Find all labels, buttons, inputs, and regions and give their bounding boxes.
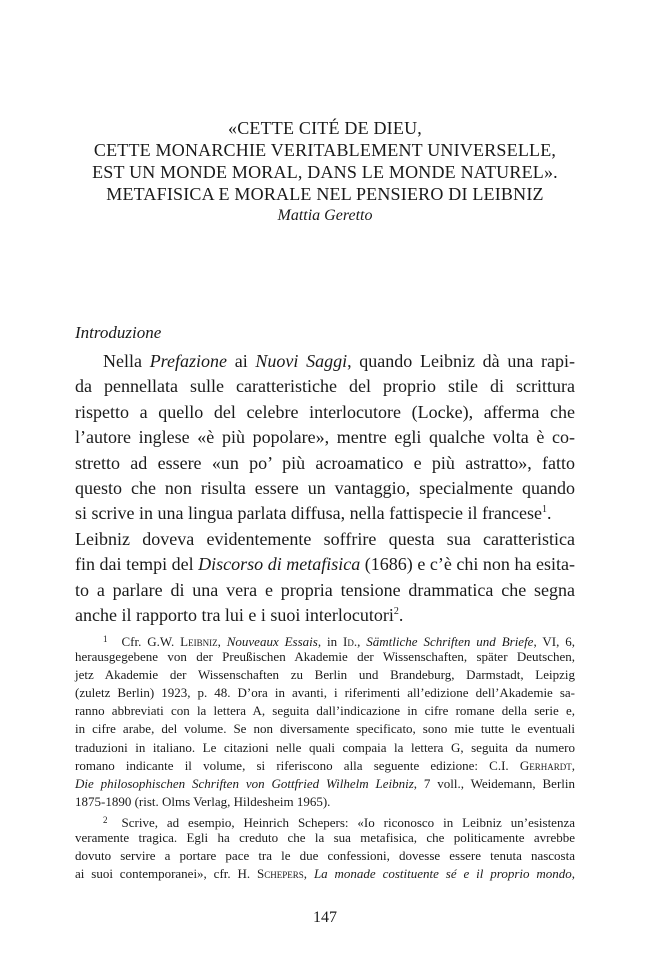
footnote-number: 2 bbox=[103, 814, 108, 825]
page-number: 147 bbox=[313, 909, 337, 926]
footnote-line: dovuto servire a portare pace tra le due confessioni, dovesse essere tenuta nascosta bbox=[75, 848, 575, 864]
footnote-line: ai suoi contemporanei», cfr. H. Schepers, La monade costituente sé e il proprio mondo, bbox=[75, 866, 576, 882]
body-line: rispetto a quello del celebre interlocutore (Locke), afferma che bbox=[75, 401, 575, 422]
work-title: Prefazione bbox=[149, 351, 228, 371]
body-line: da pennellata sulle caratteristiche del proprio stile di scrittura bbox=[75, 376, 575, 397]
body-line: Leibniz doveva evidentemente soffrire questa sua caratteristica bbox=[75, 528, 575, 549]
title-line-3: EST UN MONDE MORAL, DANS LE MONDE NATUREL». bbox=[92, 162, 558, 182]
body-line: to a parlare di una vera e propria tensione drammatica che segna bbox=[75, 579, 575, 600]
footnote-line: veramente tragica. Egli ha creduto che la sua metafisica, che politicamente avrebbe bbox=[75, 830, 575, 846]
footnote-line: $^2$ Scrive, ad esempio, Heinrich Schepers: «Io riconosco in Leibniz un’esistenza bbox=[103, 814, 575, 830]
footnote-ref[interactable]: 2 bbox=[393, 605, 399, 617]
footnote-line: Die philosophischen Schriften von Gottfried Wilhelm Leibniz, 7 voll., Weidemann, Berlin bbox=[75, 775, 575, 791]
work-title: Nuovi Saggi bbox=[255, 351, 348, 371]
footnote-line: jetz Akademie der Wissenschaften zu Berlin und Brandeburg, Darmstadt, Leipzig bbox=[75, 667, 575, 683]
title-line-2: CETTE MONARCHIE VERITABLEMENT UNIVERSELLE, bbox=[93, 140, 557, 160]
footnote-line: (zuletz Berlin) 1923, p. 48. D’ora in avanti, i riferimenti all’edizione dell’Akademie sa- bbox=[75, 685, 575, 701]
body-line: questo che non risulta essere un vantaggio, specialmente quando bbox=[75, 477, 575, 498]
body-line: l’autore inglese «è più popolare», mentre egli qualche volta è co- bbox=[75, 427, 575, 448]
footnote-line: herausgegebene von der Preußischen Akademie der Wissenschaften, später Deutschen, bbox=[75, 649, 575, 665]
body-line: fin dai tempi del Discorso di metafisica (1686) e c’è chi non ha esita- bbox=[75, 554, 575, 575]
body-line: anche il rapporto tra lui e i suoi interlocutori$^2$. bbox=[75, 604, 404, 625]
footnote-line: $^1$ Cfr. G.W. Leibniz, Nouveaux Essais, in Id., Sämtliche Schriften und Briefe, VI, 6, bbox=[103, 634, 576, 649]
title-line-4: METAFISICA E MORALE NEL PENSIERO DI LEIBNIZ bbox=[106, 184, 544, 204]
footnote-line: in cifre arabe, del volume. Se non diversamente specificato, sono mie tutte le eventuali bbox=[75, 721, 575, 737]
section-heading: Introduzione bbox=[75, 323, 162, 342]
body-line: si scrive in una lingua parlata diffusa, nella fattispecie il francese$^1$. bbox=[75, 503, 552, 524]
footnotes bbox=[75, 630, 575, 883]
footnote-ref[interactable]: 1 bbox=[541, 504, 547, 516]
author-name: Mattia Geretto bbox=[277, 207, 373, 224]
work-title: Discorso di metafisica bbox=[198, 554, 361, 575]
title-line-1: «CETTE CITÉ DE DIEU, bbox=[228, 118, 422, 138]
footnote-line: ranno abbreviati con la lettera A, seguita dall’indicazione in cifre romane della serie e, bbox=[75, 703, 575, 719]
body-line: Nella Prefazione ai Nuovi Saggi, quando Leibniz dà una rapi- bbox=[103, 351, 576, 371]
footnote-line: 1875-1890 (rist. Olms Verlag, Hildesheim 1965). bbox=[75, 793, 331, 809]
footnote-line: traduzioni in italiano. Le citazioni nelle quali compaia la lettera G, seguita da numero bbox=[75, 739, 575, 755]
body-line: stretto ad essere «un po’ più acroamatico e più astratto», fatto bbox=[75, 452, 575, 473]
footnote-line: romano indicante il volume, si riferiscono alla seguente edizione: C.I. Gerhardt, bbox=[75, 757, 575, 773]
footnote-number: 1 bbox=[103, 634, 108, 644]
body-text bbox=[75, 349, 575, 628]
